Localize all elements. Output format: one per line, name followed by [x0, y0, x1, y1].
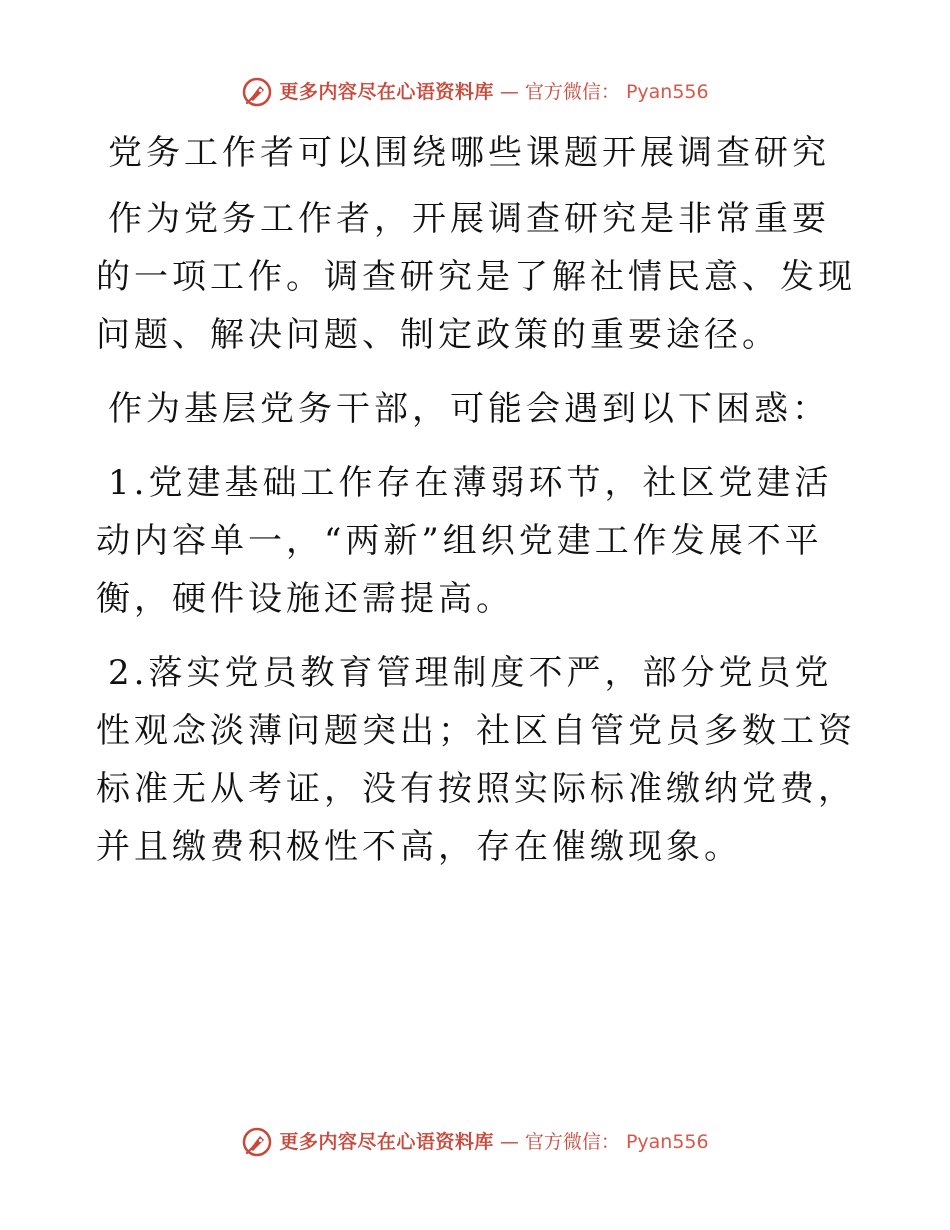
paragraph-intro: 作为党务工作者，开展调查研究是非常重要的一项工作。调查研究是了解社情民意、发现问题、解决问题、制定政策的重要途径。 — [96, 199, 856, 355]
watermark-wechat-label: 官方微信： — [524, 1131, 620, 1153]
watermark-main-text: 更多内容尽在心语资料库 — [279, 81, 494, 103]
watermark-dash: — — [499, 1131, 519, 1153]
watermark-wechat-id: Pyan556 — [625, 81, 709, 103]
pen-nib-logo-icon — [241, 1126, 273, 1158]
watermark-dash: — — [499, 81, 519, 103]
watermark-main-text: 更多内容尽在心语资料库 — [279, 1131, 494, 1153]
paragraph-confusions: 作为基层党务干部，可能会遇到以下困惑： — [108, 389, 830, 429]
paragraph-item-1: 1.党建基础工作存在薄弱环节，社区党建活动内容单一，“两新”组织党建工作发展不平衡，硬件设施还需提高。 — [96, 463, 833, 619]
pen-nib-logo-icon — [241, 76, 273, 108]
paragraph-item-2: 2.落实党员教育管理制度不严，部分党员党性观念淡薄问题突出；社区自管党员多数工资标准无从考证，没有按照实际标准缴纳党费，并且缴费积极性不高，存在催缴现象。 — [96, 653, 856, 867]
footer-watermark — [0, 1126, 950, 1158]
document-body — [96, 124, 856, 892]
watermark-wechat-label: 官方微信： — [524, 81, 620, 103]
document-title: 党务工作者可以围绕哪些课题开展调查研究 — [108, 133, 830, 173]
watermark-wechat-id: Pyan556 — [625, 1131, 709, 1153]
header-watermark — [0, 76, 950, 108]
